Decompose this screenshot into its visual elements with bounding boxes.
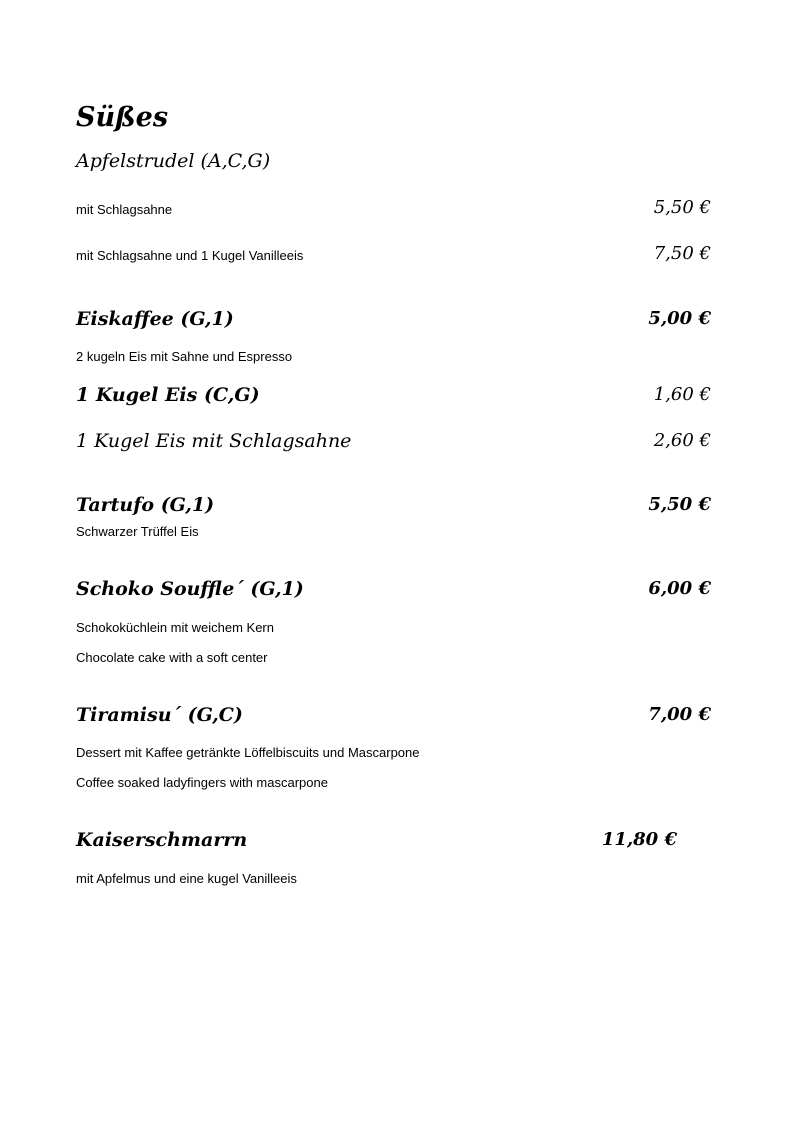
item-name-kugel-eis-sahne: 1 Kugel Eis mit Schlagsahne xyxy=(76,430,352,452)
item-name-eiskaffee: Eiskaffee (G,1) xyxy=(76,308,234,330)
page-title: Süßes xyxy=(76,102,169,133)
item-desc-apfelstrudel-1: mit Schlagsahne xyxy=(76,202,173,217)
item-price-kugel-eis: 1,60 € xyxy=(653,384,711,405)
item-price-kaiserschmarrn: 11,80 € xyxy=(601,829,677,850)
item-name-souffle: Schoko Souffle´ (G,1) xyxy=(76,578,304,600)
item-desc-tartufo: Schwarzer Trüffel Eis xyxy=(76,524,199,539)
item-price-souffle: 6,00 € xyxy=(648,578,711,599)
item-desc-tiramisu-en: Coffee soaked ladyfingers with mascarpone xyxy=(76,775,328,790)
item-price-kugel-eis-sahne: 2,60 € xyxy=(653,430,711,451)
item-price-apfelstrudel-1: 5,50 € xyxy=(653,197,711,218)
item-price-tiramisu: 7,00 € xyxy=(648,704,711,725)
item-name-tiramisu: Tiramisu´ (G,C) xyxy=(76,704,243,726)
item-name-apfelstrudel: Apfelstrudel (A,C,G) xyxy=(76,150,271,172)
item-name-tartufo: Tartufo (G,1) xyxy=(76,494,215,516)
item-name-kaiserschmarrn: Kaiserschmarrn xyxy=(76,829,248,851)
item-desc-souffle-en: Chocolate cake with a soft center xyxy=(76,650,268,665)
item-price-eiskaffee: 5,00 € xyxy=(648,308,711,329)
item-desc-apfelstrudel-2: mit Schlagsahne und 1 Kugel Vanilleeis xyxy=(76,248,304,263)
item-desc-kaiserschmarrn: mit Apfelmus und eine kugel Vanilleeis xyxy=(76,871,297,886)
item-name-kugel-eis: 1 Kugel Eis (C,G) xyxy=(76,384,260,406)
item-price-tartufo: 5,50 € xyxy=(648,494,711,515)
item-desc-souffle-de: Schokoküchlein mit weichem Kern xyxy=(76,620,274,635)
item-price-apfelstrudel-2: 7,50 € xyxy=(653,243,711,264)
item-desc-tiramisu-de: Dessert mit Kaffee getränkte Löffelbiscuits und Mascarpone xyxy=(76,745,420,760)
item-desc-eiskaffee: 2 kugeln Eis mit Sahne und Espresso xyxy=(76,349,293,364)
